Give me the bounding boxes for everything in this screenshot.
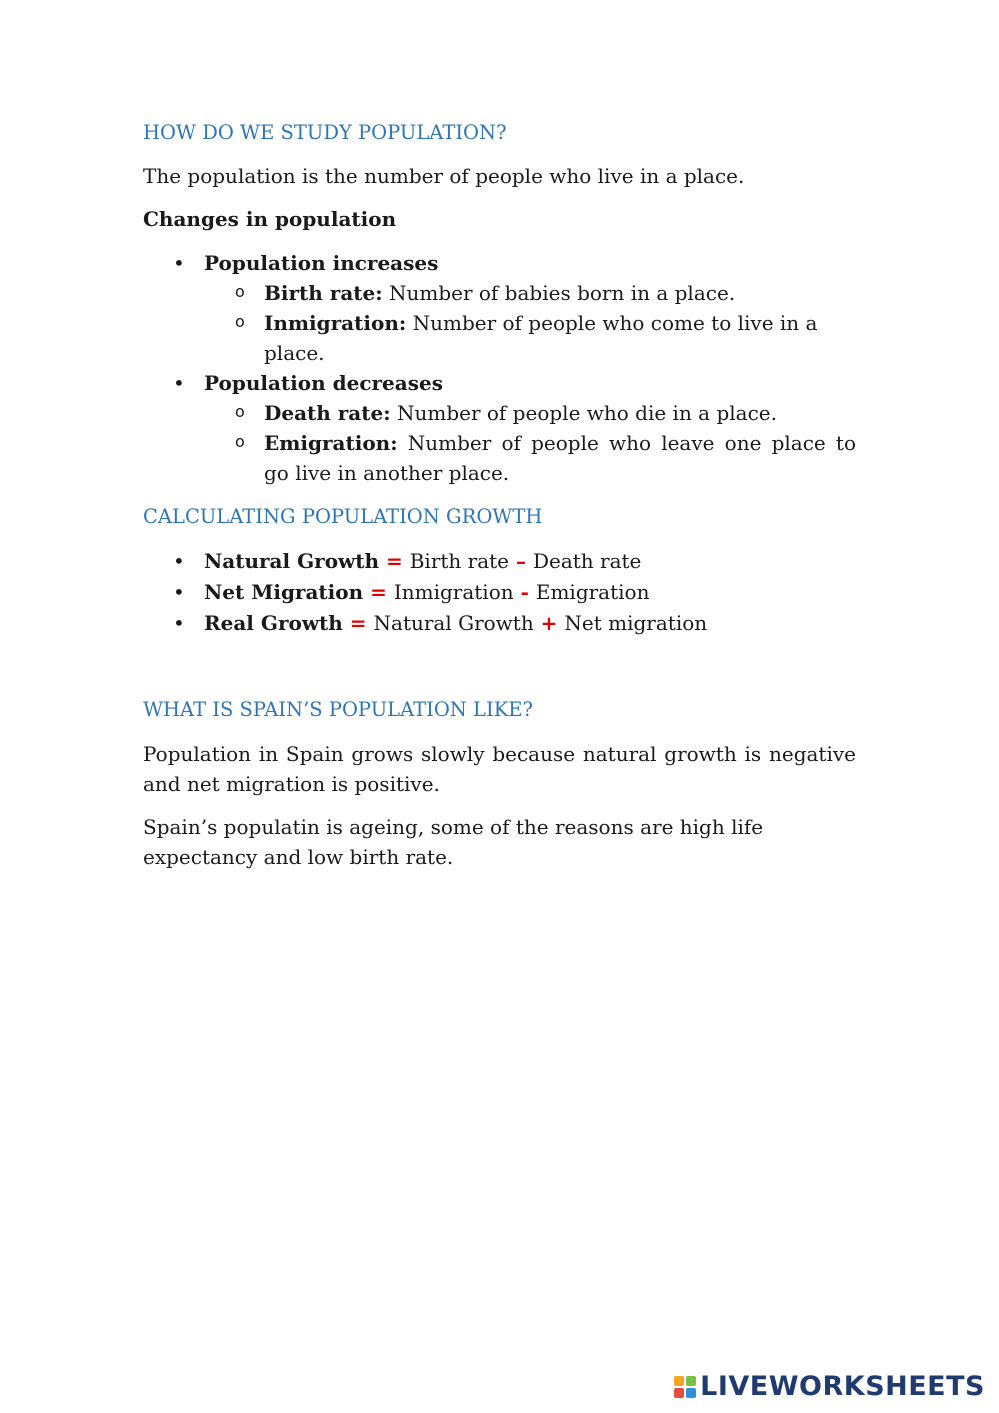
formula-operand: Birth rate <box>409 549 510 573</box>
plus-sign: + <box>533 611 565 635</box>
minus-sign: – <box>509 549 533 573</box>
logo-block <box>686 1388 696 1398</box>
minus-sign: - <box>513 580 536 604</box>
section-heading-spain-population: WHAT IS SPAIN’S POPULATION LIKE? <box>143 698 533 721</box>
list-item <box>143 368 856 488</box>
worksheet-page <box>143 118 856 872</box>
logo-blocks-icon <box>674 1376 696 1398</box>
spain-ageing-paragraph: Spain’s populatin is ageing, some of the reasons are high life expectancy and low birth rate. <box>143 815 764 869</box>
formula-operand: Net migration <box>564 611 708 635</box>
term-death-rate: Death rate: <box>264 401 391 425</box>
term-birth-rate: Birth rate: <box>264 281 383 305</box>
equals-sign: = <box>342 611 374 635</box>
equals-sign: = <box>363 580 394 604</box>
term-inmigration: Inmigration: <box>264 311 407 335</box>
spain-growth-paragraph: Population in Spain grows slowly because natural growth is negative and net migration is positive. <box>143 742 856 796</box>
formula-term: Real Growth <box>204 611 343 635</box>
formula-term: Net Migration <box>204 580 364 604</box>
formula-real-growth <box>143 608 856 639</box>
list-item <box>204 308 856 368</box>
formula-operand: Emigration <box>535 580 650 604</box>
list-item <box>204 428 856 488</box>
logo-block <box>674 1388 684 1398</box>
logo-text: LIVEWORKSHEETS <box>700 1371 985 1402</box>
list-item <box>204 278 856 308</box>
formula-operand: Natural Growth <box>373 611 534 635</box>
population-definition: The population is the number of people who live in a place. <box>143 164 745 188</box>
logo-block <box>686 1376 696 1386</box>
formula-operand: Inmigration <box>393 580 514 604</box>
definition: Number of people who leave one place to go live in another place. <box>264 431 856 485</box>
definition: Number of people who die in a place. <box>390 401 777 425</box>
term-emigration: Emigration: <box>264 431 398 455</box>
definition: Number of people who come to live in a place. <box>264 311 818 365</box>
formula-list <box>143 546 856 639</box>
formula-term: Natural Growth <box>204 549 380 573</box>
changes-subheading: Changes in population <box>143 207 397 231</box>
sublist <box>204 278 856 368</box>
liveworksheets-logo <box>674 1371 985 1402</box>
section-heading-calculating-growth: CALCULATING POPULATION GROWTH <box>143 505 543 528</box>
formula-natural-growth <box>143 546 856 577</box>
logo-block <box>674 1376 684 1386</box>
formula-operand: Death rate <box>532 549 642 573</box>
list-item <box>204 398 856 428</box>
definition: Number of babies born in a place. <box>382 281 736 305</box>
group-title-decreases: Population decreases <box>204 371 443 395</box>
sublist <box>204 398 856 488</box>
equals-sign: = <box>379 549 410 573</box>
group-title-increases: Population increases <box>204 251 439 275</box>
formula-net-migration <box>143 577 856 608</box>
list-item <box>143 248 856 368</box>
changes-list <box>143 248 856 488</box>
section-heading-study-population: HOW DO WE STUDY POPULATION? <box>143 121 507 144</box>
